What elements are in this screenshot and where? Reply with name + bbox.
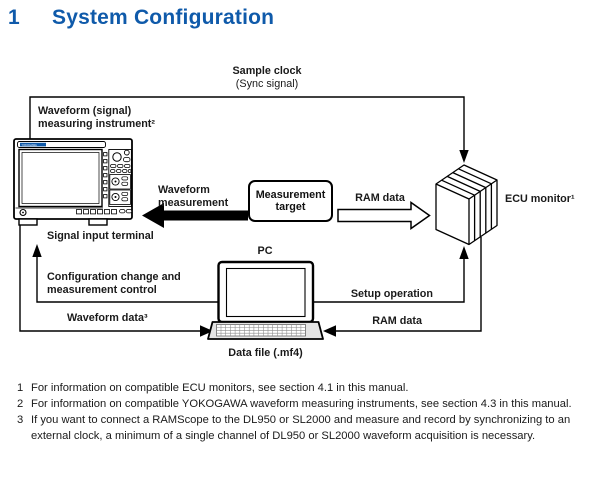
footnote-2 [17, 396, 601, 412]
measurement-target-box [248, 180, 333, 222]
ram-data-top-label: RAM data [355, 192, 405, 204]
footnote-3-text: If you want to connect a RAMScope to the DL950 or SL2000 and measure and record by synchronizing to an external clock, a minimum of a single channel of DL950 or SL2000 waveform acquisition is necessary. [31, 414, 571, 442]
footnote-2-text: For information on compatible YOKOGAWA waveform measuring instruments, see section 4.3 in this manual. [31, 398, 572, 410]
measurement-target-line2: target [275, 201, 306, 213]
sample-clock-label [197, 65, 337, 90]
measuring-instrument-illustration [14, 139, 132, 225]
configuration-control-line2: measurement control [47, 283, 157, 296]
ram-data-outline-arrow [338, 203, 430, 229]
setup-operation-label: Setup operation [350, 288, 433, 300]
yokogawa-logo-text: YOKOGAWA [21, 143, 37, 147]
instrument-label-line1: Waveform (signal) [38, 105, 132, 117]
pc-laptop-illustration [208, 262, 323, 339]
sample-clock-line1: Sample clock [232, 65, 302, 77]
footnote-1-text: For information on compatible ECU monitors, see section 4.1 in this manual. [31, 382, 409, 394]
arrowhead-up-icon [459, 246, 468, 259]
data-file-label: Data file (.mf4) [228, 347, 303, 359]
footnote-1 [17, 380, 601, 396]
ecu-monitor-label: ECU monitor¹ [505, 193, 575, 205]
waveform-data-label: Waveform data³ [67, 312, 148, 324]
pc-label: PC [257, 245, 273, 257]
configuration-control-label [47, 271, 181, 296]
section-number: 1 [8, 6, 20, 29]
footnotes [17, 380, 601, 444]
instrument-label-line2: measuring instrument² [38, 117, 155, 130]
signal-input-terminal-label: Signal input terminal [47, 230, 154, 242]
section-title: System Configuration [52, 6, 275, 29]
waveform-measurement-label [158, 184, 228, 209]
arrowhead-down-icon [459, 150, 468, 163]
ecu-monitor-illustration [436, 165, 497, 245]
configuration-control-line1: Configuration change and [47, 271, 181, 283]
footnote-1-number: 1 [17, 382, 24, 394]
footnote-3 [17, 412, 601, 444]
ram-data-bottom-label: RAM data [372, 315, 422, 327]
waveform-measurement-line1: Waveform [158, 184, 210, 196]
instrument-label [38, 105, 155, 130]
footnote-2-number: 2 [17, 398, 24, 410]
measurement-target-line1: Measurement [255, 188, 326, 201]
footnote-3-number: 3 [17, 414, 24, 426]
waveform-measurement-line2: measurement [158, 196, 229, 209]
arrowhead-up-icon [32, 244, 41, 257]
sample-clock-line2: (Sync signal) [235, 77, 299, 90]
